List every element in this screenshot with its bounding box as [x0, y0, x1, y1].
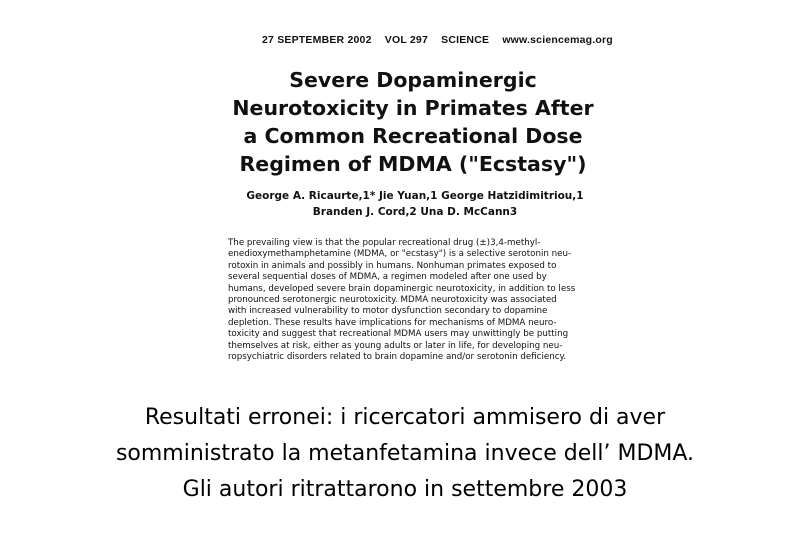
- article-authors: [220, 188, 610, 220]
- abstract-line: several sequential doses of MDMA, a regimen modeled after one used by: [228, 272, 547, 283]
- abstract-line: depletion. These results have implications for mechanisms of MDMA neuro-: [228, 317, 557, 328]
- abstract-line: rotoxin in animals and possibly in humans. Nonhuman primates exposed to: [228, 260, 557, 271]
- journal-name: SCIENCE: [441, 34, 490, 46]
- article-abstract: [228, 238, 600, 363]
- abstract-line: enedioxymethamphetamine (MDMA, or "ecstasy") is a selective serotonin neu-: [228, 249, 572, 260]
- caption-line: Resultati erronei: i ricercatori ammisero di aver: [144, 405, 666, 430]
- issue-date: 27 SEPTEMBER 2002: [262, 34, 372, 46]
- title-line: Regimen of MDMA ("Ecstasy"): [239, 152, 587, 176]
- abstract-line: toxicity and suggest that recreational MDMA users may unwittingly be putting: [228, 329, 569, 340]
- abstract-line: ropsychiatric disorders related to brain dopamine and/or serotonin deficiency.: [228, 352, 567, 363]
- abstract-line: with increased vulnerability to motor dysfunction secondary to dopamine: [228, 306, 548, 317]
- journal-header: [262, 34, 613, 46]
- caption-line: somministrato la metanfetamina invece dell’ MDMA.: [115, 441, 695, 466]
- author-line: George A. Ricaurte,1* Jie Yuan,1 George Hatzidimitriou,1: [246, 190, 584, 202]
- abstract-line: The prevailing view is that the popular recreational drug (±)3,4-methyl-: [228, 238, 541, 248]
- abstract-line: pronounced serotonergic neurotoxicity. MDMA neurotoxicity was associated: [228, 295, 557, 306]
- caption-line: Gli autori ritrattarono in settembre 2003: [182, 477, 628, 502]
- title-line: Severe Dopaminergic: [289, 68, 537, 92]
- title-line: a Common Recreational Dose: [243, 124, 583, 148]
- article-title: [218, 66, 608, 178]
- author-line: Branden J. Cord,2 Una D. McCann3: [312, 206, 518, 218]
- journal-url: www.sciencemag.org: [502, 34, 613, 46]
- abstract-line: humans, developed severe brain dopaminergic neurotoxicity, in addition to less: [228, 283, 576, 294]
- title-line: Neurotoxicity in Primates After: [232, 96, 594, 120]
- volume-number: VOL 297: [384, 34, 428, 46]
- abstract-line: themselves at risk, either as young adults or later in life, for developing neu-: [228, 340, 563, 351]
- slide-caption: [40, 400, 770, 508]
